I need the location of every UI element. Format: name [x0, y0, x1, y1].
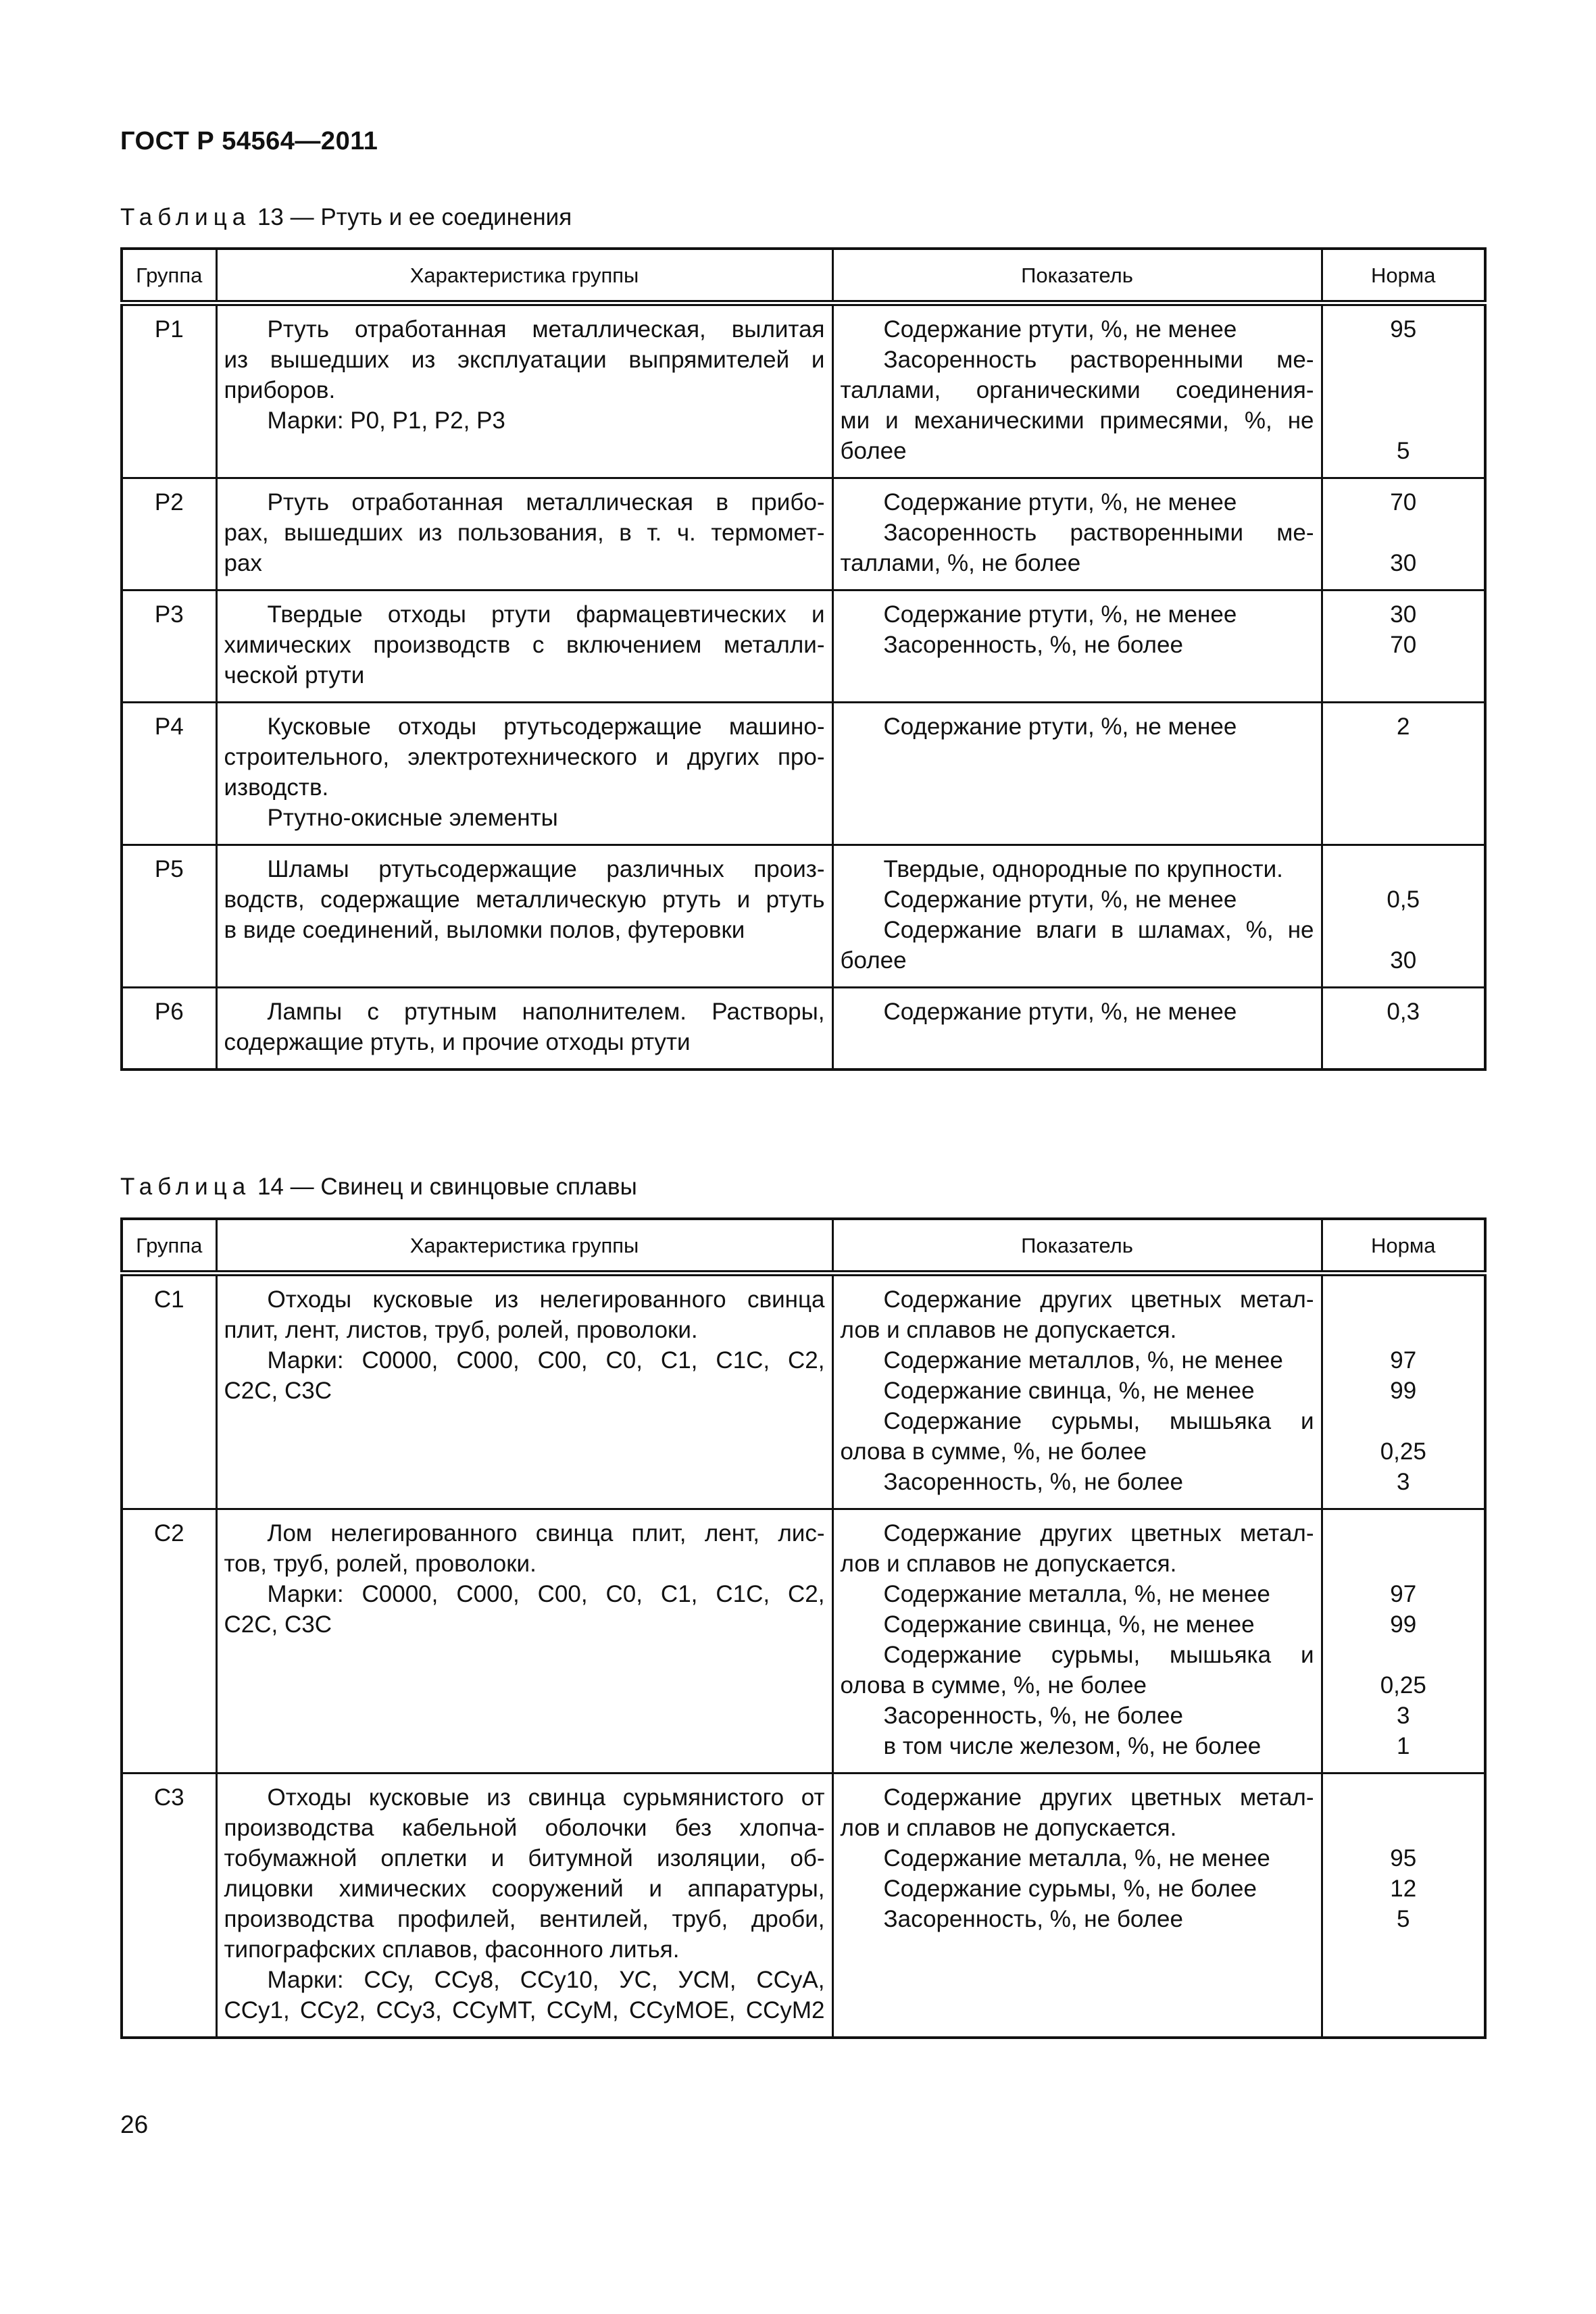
norm-value: 2 — [1397, 713, 1410, 740]
table13-caption — [120, 204, 572, 231]
indicator-cell — [832, 988, 1322, 1070]
indicator-line: Засоренность, %, не более — [883, 1469, 1183, 1495]
indicator-line: более — [840, 438, 907, 464]
characteristic-line: изводств. — [224, 774, 329, 801]
norm-value: 30 — [1390, 550, 1417, 576]
table-row — [122, 1774, 1485, 2038]
table-row — [122, 303, 1485, 478]
indicator-line: Содержание ртути, %, не менее — [883, 886, 1237, 913]
norm-value: 30 — [1390, 947, 1417, 974]
indicator-cell — [832, 590, 1322, 703]
indicator-line: Твердые, однородные по крупности. — [883, 856, 1283, 882]
norm-cell — [1322, 1274, 1485, 1509]
norm-value: 95 — [1390, 1845, 1417, 1871]
characteristic-line: Ртутно-окисные элементы — [267, 805, 558, 831]
norm-value: 3 — [1397, 1469, 1410, 1495]
indicator-cell — [832, 1509, 1322, 1774]
column-header-indicator: Показатель — [832, 1219, 1322, 1274]
indicator-line: Содержание металла, %, не менее — [883, 1845, 1270, 1871]
characteristic-line: Отходы кусковые из нелегированного свинца — [267, 1286, 825, 1313]
characteristic-line: Ртуть отработанная металлическая, вылитая — [267, 316, 825, 343]
characteristic-line: производства профилей, вентилей, труб, дроби, — [224, 1906, 825, 1932]
indicator-line: Содержание сурьмы, %, не более — [883, 1876, 1257, 1902]
indicator-line: Содержание ртути, %, не менее — [883, 601, 1237, 628]
characteristic-cell — [216, 845, 832, 988]
indicator-line: ми и механическими примесями, %, не — [840, 407, 1314, 434]
document-header: ГОСТ Р 54564—2011 — [120, 127, 378, 155]
characteristic-line: водств, содержащие металлическую ртуть и ртуть — [224, 886, 825, 913]
table14-caption — [120, 1174, 637, 1201]
norm-value: 95 — [1390, 316, 1417, 343]
norm-value — [1323, 1315, 1485, 1345]
indicator-line: олова в сумме, %, не более — [840, 1672, 1147, 1699]
group-code-cell: С1 — [122, 1274, 216, 1509]
indicator-line: олова в сумме, %, не более — [840, 1438, 1147, 1465]
norm-value — [1323, 1406, 1485, 1436]
indicator-line: Содержание других цветных метал- — [883, 1784, 1314, 1811]
table-header-row — [122, 1219, 1485, 1274]
column-header-group: Группа — [122, 249, 216, 303]
norm-value — [1323, 405, 1485, 436]
table13 — [120, 247, 1487, 1071]
norm-cell — [1322, 478, 1485, 590]
table14 — [120, 1217, 1487, 2039]
table-row — [122, 988, 1485, 1070]
indicator-line: Содержание свинца, %, не менее — [883, 1611, 1255, 1638]
indicator-line: лов и сплавов не допускается. — [840, 1317, 1177, 1343]
characteristic-line: рах — [224, 550, 262, 576]
norm-cell — [1322, 590, 1485, 703]
column-header-characteristic: Характеристика группы — [216, 1219, 832, 1274]
group-code-cell: С2 — [122, 1509, 216, 1774]
characteristic-cell — [216, 478, 832, 590]
indicator-line: более — [840, 947, 907, 974]
norm-cell — [1322, 1509, 1485, 1774]
characteristic-cell — [216, 703, 832, 845]
characteristic-line: из вышедших из эксплуатации выпрямителей и — [224, 347, 825, 373]
norm-value — [1323, 1813, 1485, 1843]
indicator-line: Засоренность, %, не более — [883, 1703, 1183, 1729]
indicator-line: Содержание других цветных метал- — [883, 1520, 1314, 1546]
norm-value — [1323, 1518, 1485, 1549]
norm-value: 70 — [1390, 632, 1417, 658]
indicator-line: Содержание ртути, %, не менее — [883, 713, 1237, 740]
characteristic-line: рах, вышедших из пользования, в т. ч. термомет- — [224, 520, 825, 546]
characteristic-line: в виде соединений, выломки полов, футеровки — [224, 917, 745, 943]
characteristic-line: содержащие ртуть, и прочие отходы ртути — [224, 1029, 691, 1055]
norm-value: 5 — [1397, 1906, 1410, 1932]
characteristic-line: плит, лент, листов, труб, ролей, проволоки. — [224, 1317, 698, 1343]
norm-cell — [1322, 845, 1485, 988]
characteristic-cell — [216, 1509, 832, 1774]
group-code-cell: Р6 — [122, 988, 216, 1070]
indicator-cell — [832, 1774, 1322, 2038]
characteristic-cell — [216, 590, 832, 703]
norm-value — [1323, 1549, 1485, 1579]
characteristic-line: Кусковые отходы ртутьсодержащие машино- — [267, 713, 825, 740]
indicator-line: Содержание металлов, %, не менее — [883, 1347, 1283, 1374]
norm-value — [1323, 1782, 1485, 1813]
indicator-line: Содержание ртути, %, не менее — [883, 316, 1237, 343]
page-number: 26 — [120, 2111, 149, 2138]
norm-cell — [1322, 988, 1485, 1070]
characteristic-cell — [216, 988, 832, 1070]
norm-value: 30 — [1390, 601, 1417, 628]
norm-value: 0,5 — [1387, 886, 1420, 913]
characteristic-line: Марки: С0000, С000, С00, С0, С1, С1С, С2, — [267, 1347, 825, 1374]
characteristic-line: Твердые отходы ртути фармацевтических и — [267, 601, 825, 628]
group-code-cell: Р4 — [122, 703, 216, 845]
group-code-cell: Р1 — [122, 303, 216, 478]
indicator-line: Содержание ртути, %, не менее — [883, 489, 1237, 515]
indicator-cell — [832, 703, 1322, 845]
column-header-indicator: Показатель — [832, 249, 1322, 303]
characteristic-line: Ртуть отработанная металлическая в прибо- — [267, 489, 825, 515]
norm-value: 97 — [1390, 1347, 1417, 1374]
indicator-cell — [832, 303, 1322, 478]
norm-value: 70 — [1390, 489, 1417, 515]
indicator-line: таллами, органическими соединения- — [840, 377, 1314, 403]
column-header-characteristic: Характеристика группы — [216, 249, 832, 303]
column-header-norm: Норма — [1322, 1219, 1485, 1274]
indicator-line: Содержание ртути, %, не менее — [883, 999, 1237, 1025]
group-code-cell: Р3 — [122, 590, 216, 703]
table-row — [122, 590, 1485, 703]
characteristic-cell — [216, 303, 832, 478]
characteristic-line: химических производств с включением металли- — [224, 632, 825, 658]
norm-value: 5 — [1397, 438, 1410, 464]
characteristic-line: приборов. — [224, 377, 336, 403]
indicator-line: таллами, %, не более — [840, 550, 1081, 576]
group-code-cell: Р5 — [122, 845, 216, 988]
norm-value: 99 — [1390, 1611, 1417, 1638]
norm-cell — [1322, 703, 1485, 845]
indicator-line: Засоренность растворенными ме- — [883, 520, 1314, 546]
norm-value: 12 — [1390, 1876, 1417, 1902]
characteristic-line: Марки: С0000, С000, С00, С0, С1, С1С, С2, — [267, 1581, 825, 1607]
table-row — [122, 845, 1485, 988]
characteristic-line: Марки: Р0, Р1, Р2, Р3 — [267, 407, 505, 434]
characteristic-line: ССу1, ССу2, ССу3, ССуМТ, ССуМ, ССуМОЕ, ССуМ2 — [224, 1997, 825, 2023]
characteristic-line: производства кабельной оболочки без хлопча- — [224, 1815, 825, 1841]
characteristic-line: Лом нелегированного свинца плит, лент, лис- — [267, 1520, 825, 1546]
norm-value: 97 — [1390, 1581, 1417, 1607]
characteristic-line: Отходы кусковые из свинца сурьмянистого от — [267, 1784, 825, 1811]
indicator-line: Содержание свинца, %, не менее — [883, 1378, 1255, 1404]
characteristic-line: Шламы ртутьсодержащие различных произ- — [267, 856, 825, 882]
indicator-line: Содержание сурьмы, мышьяка и — [883, 1642, 1314, 1668]
norm-value — [1323, 518, 1485, 548]
characteristic-line: тов, труб, ролей, проволоки. — [224, 1551, 537, 1577]
table-header-row — [122, 249, 1485, 303]
group-code-cell: Р2 — [122, 478, 216, 590]
norm-value: 0,25 — [1380, 1438, 1426, 1465]
norm-value — [1323, 915, 1485, 945]
column-header-group: Группа — [122, 1219, 216, 1274]
characteristic-line: лицовки химических сооружений и аппаратуры, — [224, 1876, 825, 1902]
characteristic-cell — [216, 1774, 832, 2038]
characteristic-cell — [216, 1274, 832, 1509]
norm-value: 0,25 — [1380, 1672, 1426, 1699]
indicator-line: в том числе железом, %, не более — [883, 1733, 1262, 1759]
norm-value: 3 — [1397, 1703, 1410, 1729]
indicator-line: Содержание сурьмы, мышьяка и — [883, 1408, 1314, 1434]
norm-value — [1323, 1284, 1485, 1315]
indicator-line: Содержание влаги в шламах, %, не — [883, 917, 1314, 943]
characteristic-line: ческой ртути — [224, 662, 365, 688]
indicator-line: Засоренность, %, не более — [883, 1906, 1183, 1932]
norm-cell — [1322, 303, 1485, 478]
indicator-line: лов и сплавов не допускается. — [840, 1551, 1177, 1577]
norm-value — [1323, 854, 1485, 884]
norm-cell — [1322, 1774, 1485, 2038]
indicator-line: Засоренность растворенными ме- — [883, 347, 1314, 373]
characteristic-line: тобумажной оплетки и битумной изоляции, об- — [224, 1845, 825, 1871]
characteristic-line: С2С, С3С — [224, 1611, 332, 1638]
norm-value — [1323, 345, 1485, 375]
characteristic-line: Лампы с ртутным наполнителем. Растворы, — [267, 999, 825, 1025]
table13-caption-text: 13 — Ртуть и ее соединения — [257, 204, 572, 230]
indicator-line: Содержание металла, %, не менее — [883, 1581, 1270, 1607]
norm-value: 1 — [1397, 1733, 1410, 1759]
indicator-line: лов и сплавов не допускается. — [840, 1815, 1177, 1841]
characteristic-line: С2С, С3С — [224, 1378, 332, 1404]
table-row — [122, 1274, 1485, 1509]
norm-value: 0,3 — [1387, 999, 1420, 1025]
table13-caption-word: Таблица — [120, 204, 251, 230]
norm-value: 99 — [1390, 1378, 1417, 1404]
norm-value — [1323, 375, 1485, 405]
characteristic-line: типографских сплавов, фасонного литья. — [224, 1936, 680, 1963]
table-row — [122, 1509, 1485, 1774]
indicator-line: Засоренность, %, не более — [883, 632, 1183, 658]
column-header-norm: Норма — [1322, 249, 1485, 303]
characteristic-line: строительного, электротехнического и других про- — [224, 744, 825, 770]
table14-caption-text: 14 — Свинец и свинцовые сплавы — [257, 1174, 637, 1200]
group-code-cell: С3 — [122, 1774, 216, 2038]
indicator-cell — [832, 478, 1322, 590]
table-row — [122, 703, 1485, 845]
norm-value — [1323, 1640, 1485, 1670]
table-row — [122, 478, 1485, 590]
characteristic-line: Марки: ССу, ССу8, ССу10, УС, УСМ, ССуА, — [267, 1967, 825, 1993]
indicator-cell — [832, 845, 1322, 988]
indicator-line: Содержание других цветных метал- — [883, 1286, 1314, 1313]
indicator-cell — [832, 1274, 1322, 1509]
table14-caption-word: Таблица — [120, 1174, 251, 1200]
